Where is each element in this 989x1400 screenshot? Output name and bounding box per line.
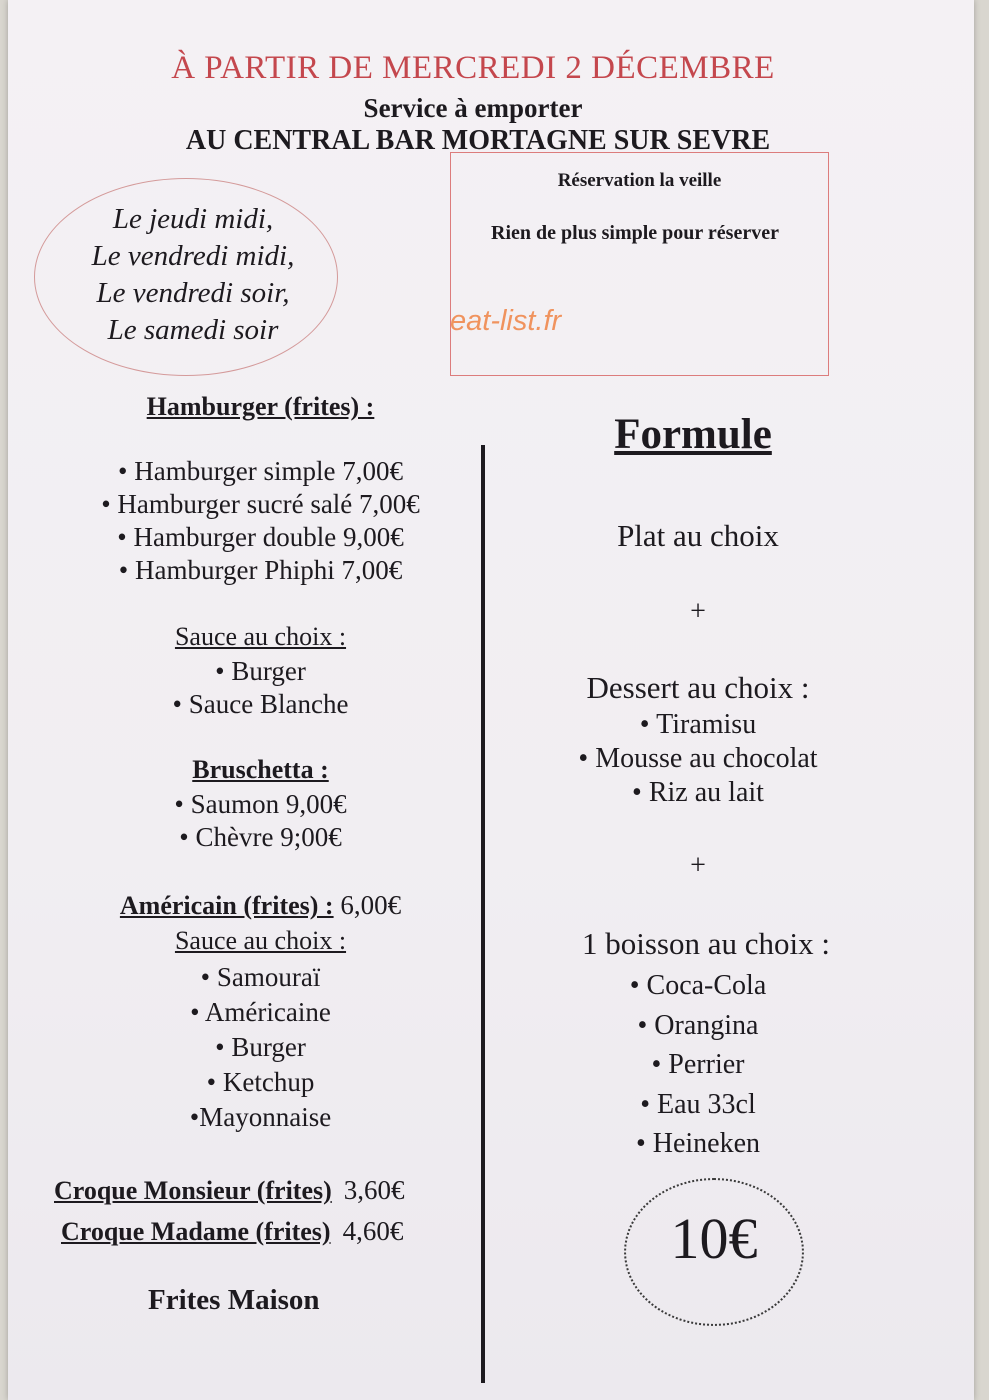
list-item: • Heineken — [635, 1128, 761, 1159]
formule-title: Formule — [614, 411, 772, 458]
boisson-title: 1 boisson au choix : — [582, 926, 830, 961]
plus-sign: + — [690, 596, 706, 627]
list-item: • Eau 33cl — [640, 1088, 756, 1120]
croque-row: Croque Madame (frites) 4,60€ — [61, 1216, 404, 1246]
schedule-line: Le jeudi midi, — [112, 203, 274, 235]
header-date: À PARTIR DE MERCREDI 2 DÉCEMBRE — [171, 50, 775, 86]
frites-maison: Frites Maison — [148, 1284, 320, 1316]
list-item: • Chèvre 9;00€ — [179, 822, 342, 852]
bruschetta-list — [38, 788, 483, 854]
list-item: • Samouraï — [200, 962, 321, 992]
bruschetta-title: Bruschetta : — [192, 755, 329, 784]
dessert-title: Dessert au choix : — [586, 670, 810, 705]
header-bar-name: AU CENTRAL BAR MORTAGNE SUR SEVRE — [185, 125, 771, 156]
list-item: • Riz au lait — [632, 777, 764, 808]
list-item: •Mayonnaise — [189, 1102, 332, 1132]
header-service: Service à emporter — [363, 93, 583, 123]
americain-sauce-list — [38, 960, 483, 1135]
schedule-text — [34, 201, 352, 349]
hamburger-list — [38, 455, 483, 587]
column-divider — [481, 445, 485, 1383]
americain-sauce-title: Sauce au choix : — [174, 926, 347, 955]
hamburger-title: Hamburger (frites) : — [146, 392, 375, 421]
list-item: • Sauce Blanche — [172, 689, 349, 719]
reservation-line-2: Rien de plus simple pour réserver — [491, 222, 779, 244]
formule-price: 10€ — [670, 1206, 758, 1271]
list-item: • Burger — [215, 1032, 306, 1062]
americain-title: Américain (frites) : 6,00€ — [119, 890, 402, 920]
list-item: • Saumon 9,00€ — [174, 789, 347, 819]
sauce-title: Sauce au choix : — [174, 622, 347, 651]
list-item: • Perrier — [651, 1049, 745, 1080]
dessert-list — [498, 708, 898, 810]
list-item: • Hamburger sucré salé 7,00€ — [101, 489, 420, 519]
schedule-line: Le vendredi soir, — [96, 277, 290, 309]
list-item: • Hamburger Phiphi 7,00€ — [118, 555, 403, 585]
watermark: eat-list.fr — [450, 305, 562, 337]
sauce-list — [38, 655, 483, 721]
croque-row: Croque Monsieur (frites) 3,60€ — [54, 1175, 405, 1205]
list-item: • Orangina — [637, 1009, 759, 1041]
list-item: • Ketchup — [206, 1067, 315, 1097]
list-item: • Hamburger simple 7,00€ — [118, 456, 403, 486]
menu-sheet — [8, 0, 974, 1400]
boisson-list — [498, 966, 898, 1164]
croque-list — [54, 1172, 499, 1254]
reservation-line-1: Réservation la veille — [557, 170, 722, 191]
schedule-line: Le samedi soir — [107, 314, 279, 346]
schedule-line: Le vendredi midi, — [91, 240, 295, 272]
list-item: • Tiramisu — [639, 709, 757, 740]
plus-sign: + — [690, 850, 706, 881]
list-item: • Coca-Cola — [629, 970, 767, 1001]
list-item: • Mousse au chocolat — [578, 743, 818, 774]
formule-plat: Plat au choix — [617, 518, 779, 553]
list-item: • Américaine — [190, 997, 331, 1027]
list-item: • Hamburger double 9,00€ — [117, 522, 404, 552]
list-item: • Burger — [215, 656, 306, 686]
